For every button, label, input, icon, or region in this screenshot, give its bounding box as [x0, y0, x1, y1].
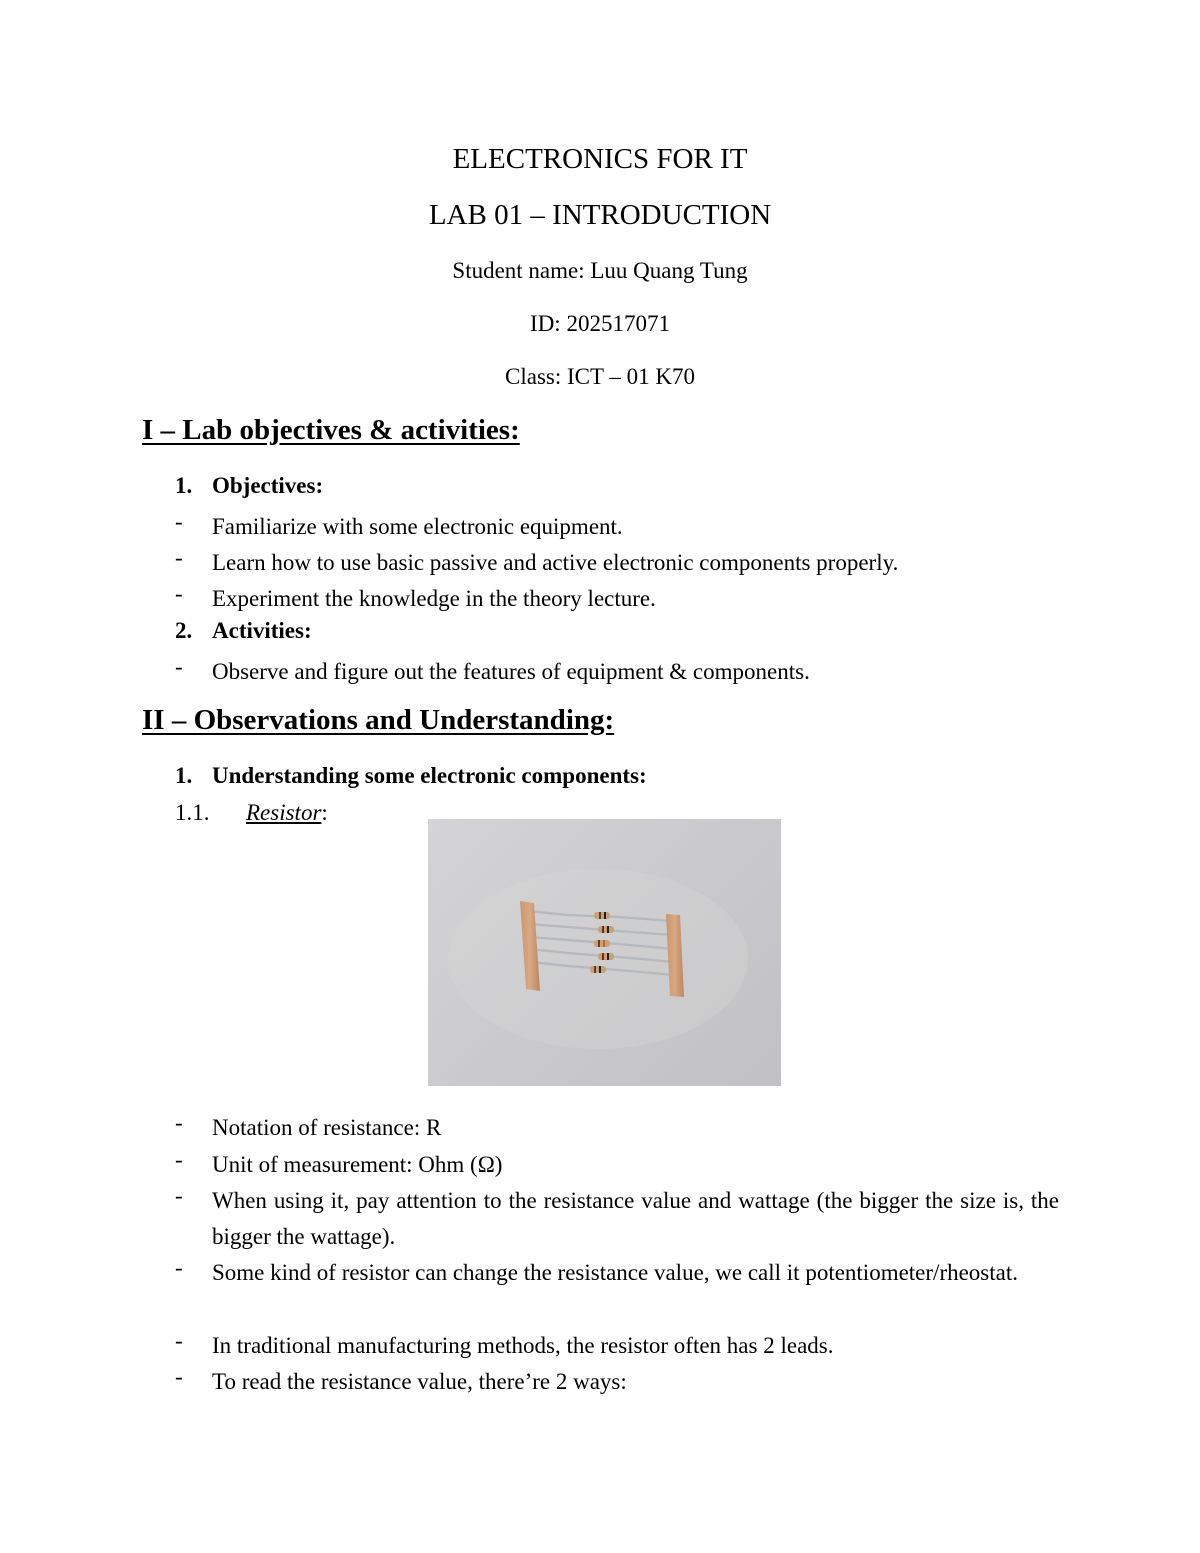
- objective-text: Familiarize with some electronic equipment.: [212, 514, 623, 539]
- student-id: ID: 202517071: [530, 311, 670, 336]
- student-class: Class: ICT – 01 K70: [505, 364, 695, 389]
- components-label: Understanding some electronic components:: [212, 763, 647, 788]
- bullet-dash: -: [175, 1183, 183, 1208]
- bullet-dash: -: [175, 1147, 183, 1172]
- bullet-dash: -: [175, 654, 183, 679]
- activities-heading: [175, 618, 312, 644]
- resistor-photo: [428, 819, 781, 1086]
- bullet-dash: -: [175, 1110, 183, 1135]
- resistor-note: In traditional manufacturing methods, the resistor often has 2 leads.: [212, 1333, 834, 1358]
- bullet-dash: -: [175, 1255, 183, 1280]
- objectives-label: Objectives:: [212, 473, 324, 498]
- components-number: 1.: [175, 763, 193, 788]
- objective-text: Learn how to use basic passive and active electronic components properly.: [212, 550, 899, 575]
- resistor-note: To read the resistance value, there’re 2 ways:: [212, 1369, 627, 1394]
- bullet-dash: -: [175, 1328, 183, 1353]
- bullet-dash: -: [175, 545, 183, 570]
- resistor-colon: :: [321, 800, 328, 825]
- activities-number: 2.: [175, 618, 193, 643]
- bullet-dash: -: [175, 509, 183, 534]
- lab-title: LAB 01 – INTRODUCTION: [428, 199, 772, 231]
- objectives-number: 1.: [175, 473, 193, 498]
- components-heading: [175, 763, 647, 789]
- resistor-note: Unit of measurement: Ohm (Ω): [212, 1152, 503, 1177]
- activity-text: Observe and figure out the features of equipment & components.: [212, 659, 810, 684]
- section-2-heading: II – Observations and Understanding:: [142, 704, 615, 736]
- activities-label: Activities:: [212, 618, 312, 643]
- bullet-dash: -: [175, 1364, 183, 1389]
- resistor-note: When using it, pay attention to the resistance value and wattage (the bigger the size is, the bigger the wattage).: [212, 1188, 1059, 1249]
- resistor-subheading: [175, 800, 328, 826]
- course-title: ELECTRONICS FOR IT: [452, 143, 748, 175]
- resistor-title: Resistor: [246, 800, 322, 825]
- resistor-number: 1.1.: [175, 800, 210, 825]
- bullet-dash: -: [175, 581, 183, 606]
- resistor-image-icon: [428, 819, 781, 1086]
- section-1-heading: I – Lab objectives & activities:: [142, 414, 520, 446]
- objectives-heading: [175, 473, 323, 499]
- objective-text: Experiment the knowledge in the theory lecture.: [212, 586, 656, 611]
- resistor-note: Notation of resistance: R: [212, 1115, 442, 1140]
- student-name: Student name: Luu Quang Tung: [452, 258, 748, 283]
- resistor-note: Some kind of resistor can change the resistance value, we call it potentiometer/rheostat.: [212, 1260, 1018, 1285]
